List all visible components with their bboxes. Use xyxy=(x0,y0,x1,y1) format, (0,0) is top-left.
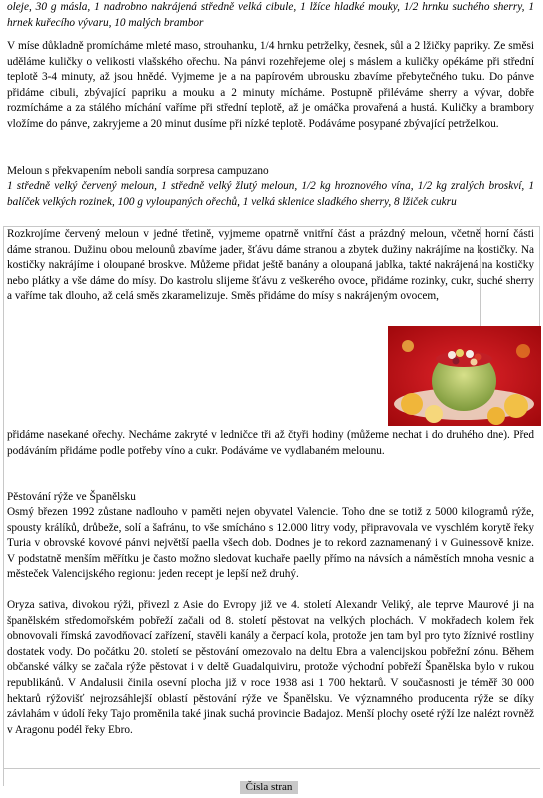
table-border-right xyxy=(539,226,540,326)
melon-method-part2: přidáme nasekané ořechy. Necháme zakryté v ledničce tři až čtyři hodiny (můžeme nechat i do druhého dne). Před podáváním přidáme podle potřeby víno a cukr. Podáváme ve vydlabaném melounu. xyxy=(7,429,534,457)
document-page xyxy=(3,0,540,798)
melon-dessert-photo xyxy=(388,326,541,426)
recipe-method: V míse důkladně promícháme mleté maso, strouhanku, 1/4 hrnku petrželky, česnek, sůl a 2 lžičky papriky. Ze směsi uděláme kuličky o velikosti vlašského ořechu. Na pánvi rozehřejeme olej s máslem a kuličky opékáme při střední teplotě 3-4 minuty, až jsou hnědé. Vyjmeme je a na papírovém ubrousku zbavíme přebytečného tuku. Do pánve přidáme cibuli, zbývající papriku a mouku a 2 minuty mícháme. Postupně přiléváme sherry a vývar, dobře rozmícháme a za stálého míchání vaříme při střední teplotě, až je omáčka provařená a hustá. Kuličky a brambory vložíme do pánve, zakryjeme a 20 minut dusíme při nízké teplotě. Podáváme posypané zbývající petrželkou. xyxy=(7,40,534,130)
melon-recipe-title: Meloun s překvapením neboli sandía sorpresa campuzano xyxy=(7,165,269,177)
table-border-bottom xyxy=(3,768,540,769)
recipe-ingredients-continued: oleje, 30 g másla, 1 nadrobno nakrájená středně velká cibule, 1 lžíce hladké mouky, 1/2 hrnku suchého sherry, 1 hrnek kuřecího vývaru, 10 malých brambor xyxy=(7,1,534,29)
rice-article-title: Pěstování rýže ve Španělsku xyxy=(7,491,136,503)
rice-article-paragraph-1: Osmý březen 1992 zůstane nadlouho v paměti nejen obyvatel Valencie. Toho dne se totiž z 5000 kilogramů rýže, spousty králíků, drůbeže, solí a šafránu, to vše smícháno s 12.000 litry vody, připravovala ve vyschlém korytě řeky Turia v obrovské kovové pánvi největší paella všech dob. Dodnes je to rekord zaznamenaný i v Guinessově knize. V podstatně menším měřítku je často možno sledovat kuchaře paelly přímo na návsích a náměstích mnoha vesnic a městeček Valencijského regionu: jeden recept je lepší než druhý. xyxy=(7,506,534,581)
table-border-left xyxy=(3,226,4,786)
melon-recipe-ingredients: 1 středně velký červený meloun, 1 středně velký žlutý meloun, 1/2 kg hroznového vína, 1/2 kg zralých broskví, 1 balíček velkých rozinek, 100 g vyloupaných ořechů, 1 velká sklenice sladkého sherry, 8 lžiček cukru xyxy=(7,180,534,208)
page-numbers-label[interactable]: Čísla stran xyxy=(240,781,298,794)
rice-article-paragraph-2: Oryza sativa, divokou rýži, přivezl z Asie do Evropy již ve 4. století Alexandr Veliký, ale teprve Maurové ji na španělském středomořském pobřeží začali od 8. století pěstovat na velkých plochách. V mokřadech kolem řek obnovovali římská zavodňovací zařízení, stavěli kanály a čerpací kola, protože jen tam byl pro tyto žíznivé rostliny dostatek vody. Do počátku 20. století se pěstování omezovalo na deltu Ebra a valencijskou pobřežní zónu. Během občanské války se začala rýže pěstovat i v deltě Guadalquiviru, protože východní pobřeží Španělska bylo v rukou republikánů. V Andalusii činila osevní plocha již v roce 1938 asi 1 700 hektarů. V současnosti je téměř 30 000 hektarů rýžovišť nejrozsáhlejší oblastí pěstování rýže ve Španělsku. Ve významného producenta rýže se díky závlahám v údolí řeky Tajo proměnila také jinak suchá provincie Badajoz. Menší plochy oseté rýží lze nalézt rovněž v Aragonu podél řeky Ebro. xyxy=(7,599,534,736)
melon-method-part1: Rozkrojíme červený meloun v jedné třetině, vyjmeme opatrně vnitřní část a prázdný meloun, včetně horní části dáme stranou. Dužinu obou melounů zbavíme jader, šťávu dáme stranou a zbytek dužiny nakrájíme na kostičky. Na kostičky nakrájíme i oloupané broskve. Můžeme přidat ještě banány a oloupaná jablka, takté nakrájená na kostičky nebo plátky a vše dáme do mísy. Do kastrolu slijeme šťávu z veškerého ovoce, přidáme rozinky, cukr, suché sherry a vaříme tak dlouho, až celá směs zkaramelizuje. Směs přidáme do mísy s nakrájeným ovocem, xyxy=(7,228,534,303)
